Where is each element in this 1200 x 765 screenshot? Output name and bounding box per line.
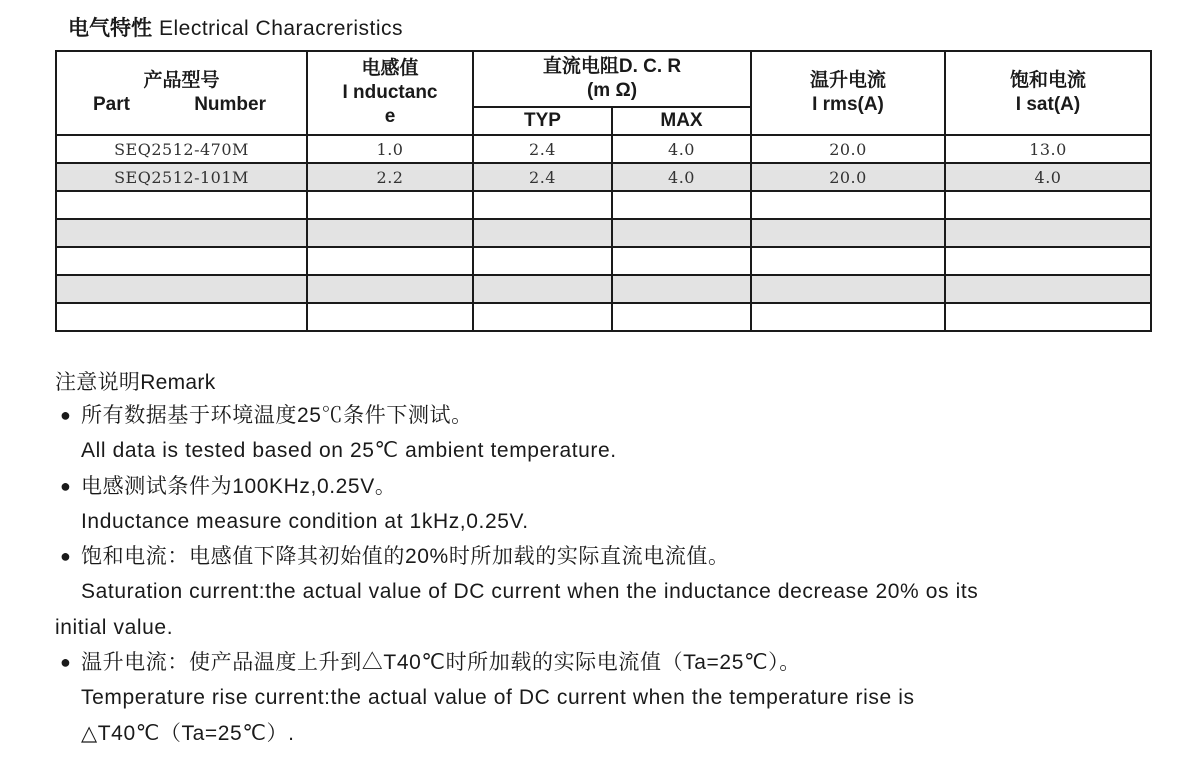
- table-row: [56, 163, 1151, 191]
- cell-irms: [751, 275, 945, 303]
- cell-dcr-typ: [473, 303, 612, 331]
- header-irms-en: I rms(A): [812, 94, 884, 115]
- cell-irms: 20.0: [751, 163, 945, 191]
- bullet-dot-icon: ●: [60, 475, 72, 496]
- bullet-dot-icon: ●: [60, 546, 72, 567]
- cell-isat: [945, 275, 1151, 303]
- remark-en: Temperature rise current:the actual value of DC current when the temperature rise is: [81, 686, 915, 710]
- cell-part: SEQ2512-470M: [56, 135, 307, 163]
- cell-inductance: [307, 247, 473, 275]
- remark-cn: 电感测试条件为100KHz,0.25V。: [81, 474, 397, 498]
- cell-inductance: 2.2: [307, 163, 473, 191]
- remarks-title: 注意说明Remark: [55, 371, 216, 394]
- cell-isat: 4.0: [945, 163, 1151, 191]
- cell-dcr-typ: [473, 219, 612, 247]
- cell-part: [56, 303, 307, 331]
- header-part-number: [56, 51, 307, 135]
- header-irms-cn: 温升电流: [809, 70, 886, 91]
- remark-en-continued: △T40℃（Ta=25℃）.: [81, 721, 295, 745]
- section-title: [68, 12, 403, 42]
- header-dcr: [473, 51, 751, 107]
- cell-isat: [945, 303, 1151, 331]
- cell-part: [56, 247, 307, 275]
- cell-inductance: [307, 275, 473, 303]
- cell-dcr-max: 4.0: [612, 163, 751, 191]
- cell-dcr-typ: 2.4: [473, 135, 612, 163]
- cell-inductance: [307, 191, 473, 219]
- header-part-en: [57, 93, 306, 117]
- cell-dcr-max: [612, 275, 751, 303]
- cell-isat: 13.0: [945, 135, 1151, 163]
- section-title-en: Electrical Characreristics: [159, 17, 404, 40]
- remark-en-continued: initial value.: [55, 615, 174, 639]
- remark-item: [55, 645, 1175, 680]
- remark-en: Inductance measure condition at 1kHz,0.25V.: [81, 509, 529, 533]
- table-row: [56, 191, 1151, 219]
- cell-irms: 20.0: [751, 135, 945, 163]
- header-part-en-b: Number: [194, 94, 266, 115]
- cell-irms: [751, 247, 945, 275]
- cell-irms: [751, 219, 945, 247]
- cell-part: [56, 191, 307, 219]
- header-isat: [945, 51, 1151, 135]
- remark-cn: 饱和电流：电感值下降其初始值的20%时所加载的实际直流电流值。: [81, 545, 730, 569]
- cell-isat: [945, 247, 1151, 275]
- cell-isat: [945, 219, 1151, 247]
- header-ind-en-2: e: [384, 106, 396, 127]
- header-ind-cn: 电感值: [361, 58, 419, 79]
- remark-cn: 所有数据基于环境温度25℃条件下测试。: [81, 404, 473, 427]
- remark-en: All data is tested based on 25℃ ambient temperature.: [81, 439, 617, 463]
- cell-dcr-typ: [473, 247, 612, 275]
- header-dcr-2: (m Ω): [586, 80, 638, 101]
- table-row: [56, 247, 1151, 275]
- table-row: [56, 219, 1151, 247]
- cell-part: [56, 219, 307, 247]
- cell-isat: [945, 191, 1151, 219]
- section-title-cn: 电气特性: [68, 16, 152, 40]
- cell-dcr-max: [612, 219, 751, 247]
- cell-dcr-max: [612, 191, 751, 219]
- bullet-dot-icon: ●: [60, 405, 72, 425]
- cell-dcr-max: [612, 303, 751, 331]
- header-max: MAX: [612, 107, 751, 135]
- remarks-section: [55, 368, 1175, 751]
- header-isat-en: I sat(A): [1015, 94, 1081, 115]
- header-dcr-1: 直流电阻D. C. R: [542, 56, 682, 77]
- cell-dcr-typ: [473, 275, 612, 303]
- table-row: [56, 275, 1151, 303]
- cell-dcr-typ: 2.4: [473, 163, 612, 191]
- table-row: [56, 303, 1151, 331]
- cell-inductance: [307, 303, 473, 331]
- remark-item: [55, 398, 1175, 433]
- header-ind-en-1: I nductanc: [342, 82, 438, 103]
- cell-dcr-max: [612, 247, 751, 275]
- remark-item: [55, 469, 1175, 504]
- cell-inductance: 1.0: [307, 135, 473, 163]
- bullet-dot-icon: ●: [60, 652, 72, 673]
- cell-dcr-typ: [473, 191, 612, 219]
- header-isat-cn: 饱和电流: [1009, 70, 1086, 91]
- cell-inductance: [307, 219, 473, 247]
- cell-part: [56, 275, 307, 303]
- header-part-en-a: Part: [93, 94, 130, 115]
- header-typ: TYP: [473, 107, 612, 135]
- cell-irms: [751, 303, 945, 331]
- table-row: [56, 135, 1151, 163]
- header-inductance: [307, 51, 473, 135]
- remark-en: Saturation current:the actual value of DC current when the inductance decrease 20% os its: [81, 580, 979, 604]
- electrical-characteristics-table: [55, 50, 1152, 332]
- cell-irms: [751, 191, 945, 219]
- cell-dcr-max: 4.0: [612, 135, 751, 163]
- cell-part: SEQ2512-101M: [56, 163, 307, 191]
- remark-item: [55, 539, 1175, 574]
- header-part-cn: 产品型号: [143, 70, 220, 91]
- header-irms: [751, 51, 945, 135]
- remark-cn: 温升电流：使产品温度上升到△T40℃时所加载的实际电流值（Ta=25℃）。: [81, 651, 801, 675]
